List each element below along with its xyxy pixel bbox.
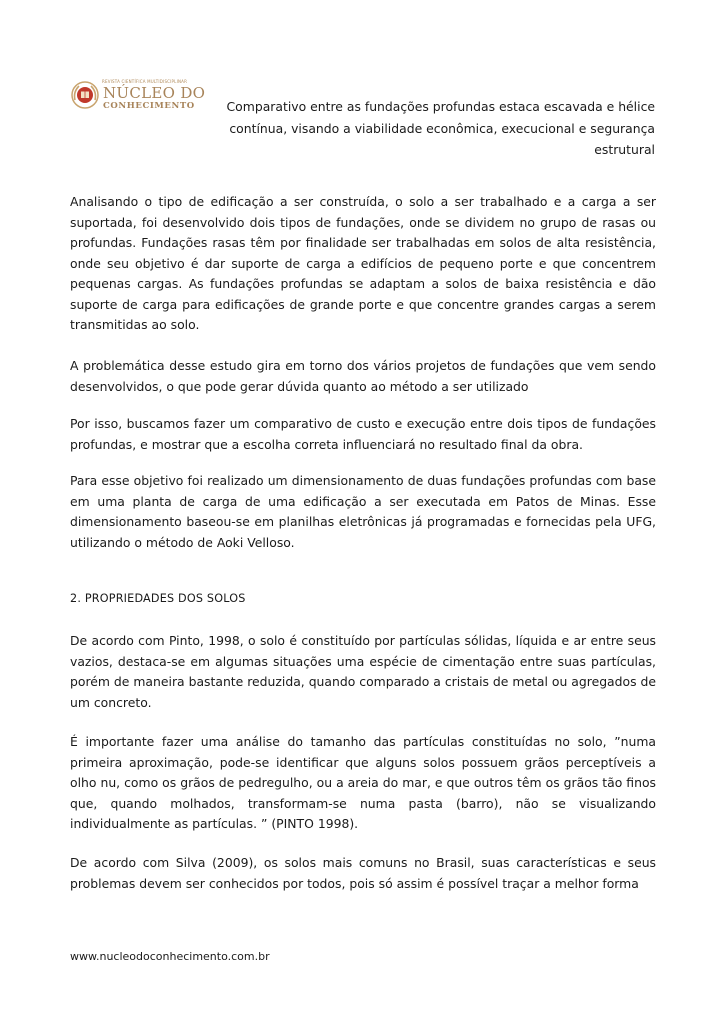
paragraph: Para esse objetivo foi realizado um dimensionamento de duas fundações profundas com base em uma planta de carga de uma edificação a ser executada em Patos de Minas. Esse dimensionamento baseou-se em planilhas eletrônicas já programadas e fornecidas pela UFG, utilizando o método de Aoki Velloso. bbox=[70, 473, 656, 550]
paragraph: Por isso, buscamos fazer um comparativo de custo e execução entre dois tipos de fundações profundas, e mostrar que a escolha correta influenciará no resultado final da obra. bbox=[70, 416, 656, 452]
laurel-emblem-icon bbox=[70, 80, 100, 110]
logo-tagline: REVISTA CIENTÍFICA MULTIDISCIPLINAR bbox=[102, 79, 188, 84]
article-header-title: Comparativo entre as fundações profundas estaca escavada e hélice contínua, visando a viabilidade econômica, execucional e segurança estrutural bbox=[226, 99, 655, 157]
paragraph: Analisando o tipo de edificação a ser construída, o solo a ser trabalhado e a carga a ser suportada, foi desenvolvido dois tipos de fundações, onde se dividem no grupo de rasas ou profundas. Fundações rasas têm por finalidade ser trabalhadas em solos de alta resistência, onde seu objetivo é dar suporte de carga a edifícios de pequeno porte e que concentrem pequenas cargas. As fundações profundas se adaptam a solos de baixa resistência e dão suporte de carga para edificações de grande porte e que concentre grandes cargas a serem transmitidas ao solo. bbox=[70, 194, 656, 332]
journal-logo bbox=[70, 78, 206, 114]
section-heading: 2. PROPRIEDADES DOS SOLOS bbox=[70, 592, 246, 605]
logo-name-line2: CONHECIMENTO bbox=[103, 101, 195, 111]
paragraph: É importante fazer uma análise do tamanho das partículas constituídas no solo, ”numa primeira aproximação, pode-se identificar que alguns solos possuem grãos perceptíveis a olho nu, como os grãos de pedregulho, ou a areia do mar, e que outros têm os grãos tão finos que, quando molhados, transformam-se numa pasta (barro), não se visualizando individualmente as partículas. ” (PINTO 1998). bbox=[70, 734, 656, 831]
paragraph: A problemática desse estudo gira em torno dos vários projetos de fundações que vem sendo desenvolvidos, o que pode gerar dúvida quanto ao método a ser utilizado bbox=[70, 358, 656, 394]
logo-name-line1: NÚCLEO DO bbox=[103, 84, 206, 102]
paragraph: De acordo com Pinto, 1998, o solo é constituído por partículas sólidas, líquida e ar entre seus vazios, destaca-se em algumas situações uma espécie de cimentação entre suas partículas, porém de maneira bastante reduzida, quando comparado a cristais de metal ou agregados de um concreto. bbox=[70, 633, 656, 710]
footer-url: www.nucleodoconhecimento.com.br bbox=[70, 950, 270, 963]
paragraph: De acordo com Silva (2009), os solos mais comuns no Brasil, suas características e seus problemas devem ser conhecidos por todos, pois só assim é possível traçar a melhor forma bbox=[70, 855, 656, 891]
